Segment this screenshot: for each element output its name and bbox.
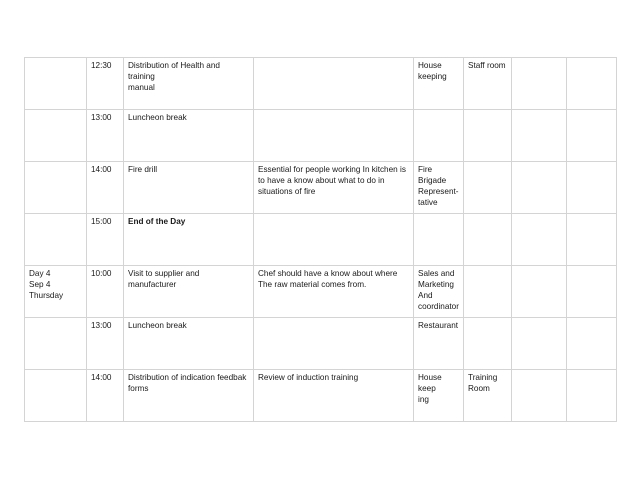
venue-cell: Staff room [464,58,512,110]
venue-cell: Training Room [464,370,512,422]
responsible-cell [414,214,464,266]
table-row [25,110,617,162]
extra-cell [567,318,617,370]
table-row [25,162,617,214]
venue-cell [464,266,512,318]
responsible-cell: House keeping [414,58,464,110]
responsible-cell: House keep ing [414,370,464,422]
day-cell [25,110,87,162]
time-cell: 14:00 [87,162,124,214]
notes-cell: Review of induction training [254,370,414,422]
venue-cell [464,110,512,162]
responsible-cell: Fire Brigade Represent- tative [414,162,464,214]
day-cell [25,214,87,266]
responsible-cell: Restaurant [414,318,464,370]
extra-cell [567,370,617,422]
extra-cell [512,370,567,422]
table-row [25,266,617,318]
notes-cell: Essential for people working In kitchen is to have a know about what to do in situations of fire [254,162,414,214]
notes-cell [254,318,414,370]
notes-cell [254,58,414,110]
venue-cell [464,162,512,214]
extra-cell [512,318,567,370]
activity-cell: Fire drill [124,162,254,214]
responsible-cell [414,110,464,162]
extra-cell [567,266,617,318]
extra-cell [512,214,567,266]
day-cell [25,318,87,370]
table-row [25,318,617,370]
activity-cell: Luncheon break [124,318,254,370]
venue-cell [464,318,512,370]
activity-cell: Distribution of Health and training manual [124,58,254,110]
activity-cell: Luncheon break [124,110,254,162]
extra-cell [567,58,617,110]
time-cell: 12:30 [87,58,124,110]
extra-cell [512,58,567,110]
notes-cell [254,214,414,266]
extra-cell [512,266,567,318]
venue-cell [464,214,512,266]
schedule-table [24,57,617,422]
table-row [25,214,617,266]
time-cell: 10:00 [87,266,124,318]
extra-cell [567,162,617,214]
day-cell [25,370,87,422]
responsible-cell: Sales and Marketing And coordinator [414,266,464,318]
notes-cell: Chef should have a know about where The raw material comes from. [254,266,414,318]
day-cell [25,58,87,110]
activity-cell: Visit to supplier and manufacturer [124,266,254,318]
activity-cell: Distribution of indication feedbak forms [124,370,254,422]
extra-cell [512,110,567,162]
table-row [25,370,617,422]
day-cell: Day 4 Sep 4 Thursday [25,266,87,318]
notes-cell [254,110,414,162]
day-cell [25,162,87,214]
time-cell: 15:00 [87,214,124,266]
table-row [25,58,617,110]
time-cell: 13:00 [87,318,124,370]
extra-cell [567,214,617,266]
extra-cell [512,162,567,214]
time-cell: 14:00 [87,370,124,422]
activity-cell: End of the Day [124,214,254,266]
time-cell: 13:00 [87,110,124,162]
extra-cell [567,110,617,162]
